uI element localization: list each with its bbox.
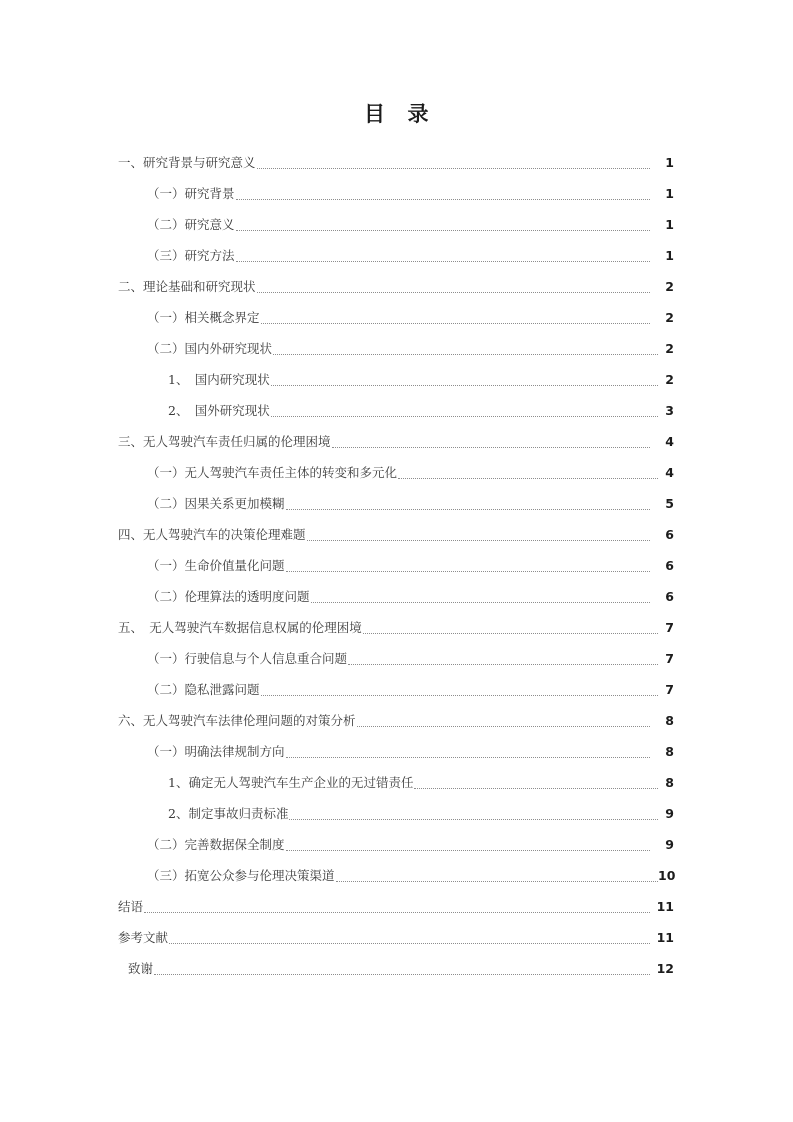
page-title	[0, 98, 793, 128]
toc-leader-dots	[332, 437, 650, 450]
toc-leader-dots	[257, 158, 650, 171]
toc-leader-dots	[261, 685, 658, 698]
toc-entry-page-number: 8	[665, 744, 674, 759]
toc-entry[interactable]	[168, 357, 674, 388]
toc-leader-dots	[144, 902, 650, 915]
toc-entry-page-number: 1	[665, 217, 674, 232]
toc-entry[interactable]	[118, 140, 674, 171]
toc-leader-dots	[311, 592, 650, 605]
toc-entry-page-number: 6	[665, 527, 674, 542]
toc-entry-page-number: 3	[665, 403, 674, 418]
toc-entry[interactable]	[147, 729, 674, 760]
toc-entry-label: 一、研究背景与研究意义	[118, 155, 256, 170]
toc-entry-label: （一）行驶信息与个人信息重合问题	[147, 651, 348, 666]
toc-entry-page-number: 6	[665, 558, 674, 573]
toc-leader-dots	[286, 747, 650, 760]
toc-leader-dots	[336, 871, 658, 884]
toc-entry[interactable]	[118, 915, 674, 946]
toc-entry-page-number: 2	[665, 279, 674, 294]
toc-entry-page-number: 5	[665, 496, 674, 511]
toc-entry-page-number: 8	[665, 775, 674, 790]
toc-entry[interactable]	[168, 791, 674, 822]
page-title-char-2: 录	[407, 102, 429, 126]
toc-entry-label: （二）国内外研究现状	[147, 341, 273, 356]
toc-entry-label: （三）研究方法	[147, 248, 235, 263]
toc-entry[interactable]	[147, 171, 674, 202]
toc-entry[interactable]	[147, 543, 674, 574]
toc-leader-dots	[398, 468, 658, 481]
toc-entry-label: （二）隐私泄露问题	[147, 682, 260, 697]
toc-leader-dots	[257, 282, 650, 295]
toc-entry-label: （二）研究意义	[147, 217, 235, 232]
toc-entry[interactable]	[147, 574, 674, 605]
toc-leader-dots	[236, 220, 650, 233]
toc-entry-page-number: 2	[665, 372, 674, 387]
toc-entry-page-number: 7	[665, 651, 674, 666]
toc-entry-label: （一）相关概念界定	[147, 310, 260, 325]
toc-entry-page-number: 4	[665, 434, 674, 449]
toc-entry-label: （二）伦理算法的透明度问题	[147, 589, 310, 604]
toc-leader-dots	[154, 964, 650, 977]
toc-entry-page-number: 7	[665, 682, 674, 697]
toc-entry[interactable]	[147, 295, 674, 326]
toc-entry-page-number: 9	[665, 806, 674, 821]
toc-entry[interactable]	[118, 884, 674, 915]
toc-entry[interactable]	[118, 419, 674, 450]
toc-entry-label: （一）无人驾驶汽车责任主体的转变和多元化	[147, 465, 398, 480]
toc-entry-label: 2、 国外研究现状	[168, 403, 270, 418]
toc-entry[interactable]	[147, 202, 674, 233]
toc-entry-label: 四、无人驾驶汽车的决策伦理难题	[118, 527, 306, 542]
toc-entry-label: 三、无人驾驶汽车责任归属的伦理困境	[118, 434, 331, 449]
toc-entry-label: （二）完善数据保全制度	[147, 837, 285, 852]
toc-entry-page-number: 1	[665, 155, 674, 170]
toc-leader-dots	[289, 809, 658, 822]
toc-entry-page-number: 1	[665, 186, 674, 201]
toc-leader-dots	[273, 344, 658, 357]
toc-entry[interactable]	[168, 760, 674, 791]
toc-entry-label: 五、 无人驾驶汽车数据信息权属的伦理困境	[118, 620, 362, 635]
toc-entry[interactable]	[147, 326, 674, 357]
toc-entry-page-number: 10	[658, 868, 676, 883]
toc-entry[interactable]	[118, 605, 674, 636]
toc-entry-page-number: 9	[665, 837, 674, 852]
toc-entry[interactable]	[147, 481, 674, 512]
toc-entry-label: 2、制定事故归责标准	[168, 806, 289, 821]
toc-entry-label: （一）生命价值量化问题	[147, 558, 285, 573]
toc-leader-dots	[261, 313, 650, 326]
toc-leader-dots	[348, 654, 658, 667]
toc-entry[interactable]	[118, 264, 674, 295]
toc-entry-page-number: 11	[656, 899, 674, 914]
table-of-contents	[118, 140, 674, 977]
toc-entry-page-number: 8	[665, 713, 674, 728]
toc-entry[interactable]	[147, 450, 674, 481]
toc-entry-label: （三）拓宽公众参与伦理决策渠道	[147, 868, 335, 883]
toc-entry[interactable]	[147, 822, 674, 853]
toc-entry-label: 结语	[118, 899, 144, 914]
toc-entry-page-number: 2	[665, 341, 674, 356]
toc-entry-label: （一）研究背景	[147, 186, 235, 201]
toc-entry-label: （二）因果关系更加模糊	[147, 496, 285, 511]
toc-leader-dots	[286, 561, 650, 574]
toc-entry[interactable]	[147, 233, 674, 264]
toc-entry-page-number: 1	[665, 248, 674, 263]
toc-leader-dots	[357, 716, 650, 729]
toc-entry-label: 二、理论基础和研究现状	[118, 279, 256, 294]
toc-leader-dots	[236, 251, 650, 264]
toc-entry-label: 参考文献	[118, 930, 169, 945]
toc-leader-dots	[271, 375, 658, 388]
toc-entry-page-number: 6	[665, 589, 674, 604]
toc-entry-page-number: 4	[665, 465, 674, 480]
toc-entry[interactable]	[118, 698, 674, 729]
toc-entry[interactable]	[118, 512, 674, 543]
toc-leader-dots	[307, 530, 650, 543]
toc-entry-label: 致谢	[128, 961, 154, 976]
toc-leader-dots	[286, 499, 650, 512]
toc-entry-label: 1、 国内研究现状	[168, 372, 270, 387]
toc-entry-label: 六、无人驾驶汽车法律伦理问题的对策分析	[118, 713, 356, 728]
toc-leader-dots	[414, 778, 658, 791]
page-title-char-1: 目	[364, 102, 386, 126]
toc-entry-label: （一）明确法律规制方向	[147, 744, 285, 759]
toc-entry-label: 1、确定无人驾驶汽车生产企业的无过错责任	[168, 775, 414, 790]
toc-entry-page-number: 2	[665, 310, 674, 325]
toc-leader-dots	[236, 189, 650, 202]
toc-leader-dots	[286, 840, 650, 853]
toc-entry[interactable]	[168, 388, 674, 419]
toc-entry-page-number: 12	[656, 961, 674, 976]
toc-entry[interactable]	[147, 667, 674, 698]
toc-entry-page-number: 11	[656, 930, 674, 945]
toc-entry-page-number: 7	[665, 620, 674, 635]
toc-leader-dots	[271, 406, 658, 419]
toc-entry[interactable]	[128, 946, 674, 977]
toc-leader-dots	[169, 933, 650, 946]
toc-entry[interactable]	[147, 636, 674, 667]
toc-entry[interactable]	[147, 853, 674, 884]
toc-leader-dots	[363, 623, 658, 636]
